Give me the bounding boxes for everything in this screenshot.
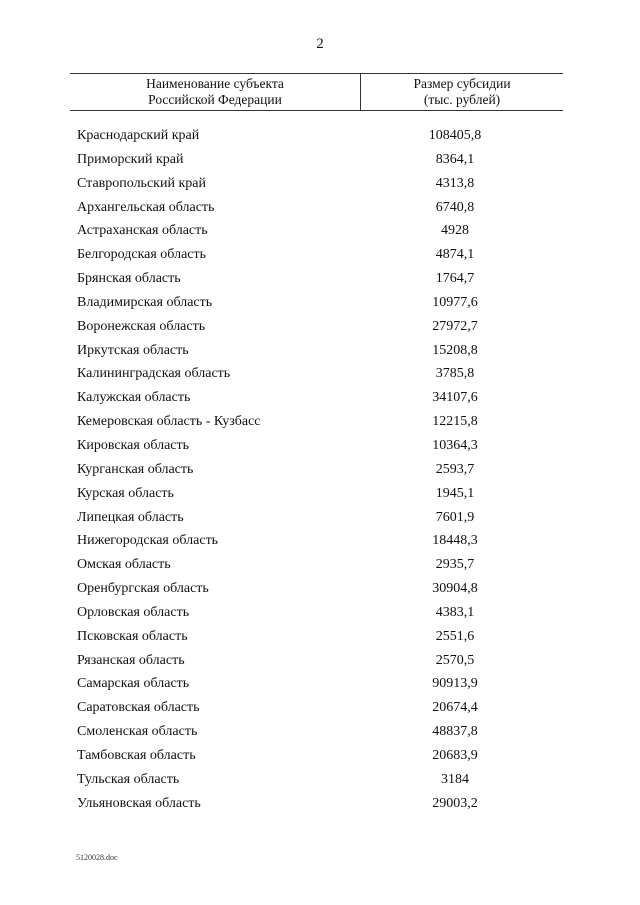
subsidy-value: 2935,7 (435, 557, 475, 573)
table-row (0, 744, 640, 768)
column-header-region-line1: Наименование субъекта (146, 76, 284, 91)
column-header-region-line2: Российской Федерации (148, 92, 282, 107)
subsidy-value: 1764,7 (435, 271, 475, 287)
subsidy-value: 6740,8 (435, 199, 475, 215)
region-name: Владимирская область (77, 294, 213, 310)
region-name: Брянская область (77, 271, 181, 287)
table-row (0, 267, 640, 291)
subsidy-value: 3184 (441, 771, 469, 787)
subsidy-value: 8364,1 (435, 151, 475, 167)
subsidy-value: 27972,7 (432, 318, 478, 334)
region-name: Кировская область (77, 437, 190, 453)
region-name: Воронежская область (77, 318, 206, 334)
region-name: Астраханская область (77, 223, 208, 239)
region-name: Рязанская область (77, 652, 185, 668)
subsidy-value: 20674,4 (432, 700, 478, 716)
subsidy-value: 48837,8 (432, 724, 478, 740)
subsidy-value: 108405,8 (428, 128, 482, 143)
subsidy-value: 29003,2 (432, 795, 478, 811)
table-row (0, 339, 640, 363)
subsidy-value: 4313,8 (435, 175, 475, 191)
region-name: Самарская область (77, 676, 190, 692)
subsidy-value: 4383,1 (435, 604, 475, 620)
table-row (0, 172, 640, 196)
region-name: Липецкая область (77, 509, 184, 525)
page-number: 2 (316, 36, 324, 52)
subsidy-value: 4874,1 (435, 247, 475, 263)
region-name: Омская область (77, 557, 171, 573)
table-row (0, 196, 640, 220)
table-row (0, 124, 640, 148)
table-row (0, 601, 640, 625)
region-name: Калининградская область (77, 366, 231, 382)
column-header-region (70, 74, 361, 110)
subsidy-value: 3785,8 (435, 366, 475, 382)
table-row (0, 792, 640, 816)
subsidy-value: 15208,8 (432, 342, 478, 358)
region-name: Нижегородская область (77, 533, 219, 549)
table-row (0, 219, 640, 243)
region-name: Приморский край (77, 151, 184, 167)
region-name: Саратовская область (77, 700, 200, 716)
table-body (0, 124, 640, 815)
table-row (0, 315, 640, 339)
table-row (0, 386, 640, 410)
subsidy-value: 10977,6 (432, 294, 478, 310)
table-row (0, 291, 640, 315)
column-header-subsidy-line1: Размер субсидии (413, 76, 511, 91)
table-row (0, 506, 640, 530)
region-name: Иркутская область (77, 342, 189, 358)
table-row (0, 553, 640, 577)
column-header-subsidy (361, 74, 563, 110)
region-name: Белгородская область (77, 247, 207, 263)
table-row (0, 768, 640, 792)
table-row (0, 696, 640, 720)
subsidy-value: 2551,6 (435, 628, 475, 644)
region-name: Тамбовская область (77, 747, 196, 763)
region-name: Оренбургская область (77, 581, 209, 597)
region-name: Ставропольский край (77, 175, 206, 191)
region-name: Курганская область (77, 461, 194, 477)
table-row (0, 720, 640, 744)
subsidy-value: 2570,5 (435, 652, 475, 668)
column-header-subsidy-line2: (тыс. рублей) (423, 92, 501, 107)
table-row (0, 148, 640, 172)
table-row (0, 672, 640, 696)
table-row (0, 362, 640, 386)
table-row (0, 434, 640, 458)
subsidy-value: 2593,7 (435, 461, 475, 477)
table-row (0, 625, 640, 649)
subsidy-value: 18448,3 (432, 533, 478, 549)
subsidy-value: 7601,9 (435, 509, 475, 525)
table-row (0, 577, 640, 601)
region-name: Кемеровская область - Кузбасс (77, 414, 261, 430)
subsidy-value: 10364,3 (432, 437, 478, 453)
region-name: Псковская область (77, 628, 188, 644)
region-name: Тульская область (77, 771, 180, 787)
region-name: Ульяновская область (77, 795, 201, 811)
region-name: Краснодарский край (77, 128, 200, 143)
subsidy-value: 30904,8 (432, 581, 478, 597)
table-row (0, 649, 640, 673)
table-row (0, 410, 640, 434)
subsidy-value: 4928 (441, 223, 469, 239)
subsidy-value: 1945,1 (435, 485, 475, 501)
region-name: Калужская область (77, 390, 191, 406)
table-row (0, 529, 640, 553)
region-name: Архангельская область (77, 199, 215, 215)
table-row (0, 482, 640, 506)
region-name: Курская область (77, 485, 174, 501)
table-row (0, 243, 640, 267)
table-row (0, 458, 640, 482)
region-name: Смоленская область (77, 724, 198, 740)
subsidy-value: 90913,9 (432, 676, 478, 692)
region-name: Орловская область (77, 604, 190, 620)
subsidy-value: 12215,8 (432, 414, 478, 430)
document-footer: 5120028.doc (76, 853, 118, 862)
subsidy-value: 34107,6 (432, 390, 478, 406)
table-header (70, 73, 563, 111)
subsidy-value: 20683,9 (432, 747, 478, 763)
